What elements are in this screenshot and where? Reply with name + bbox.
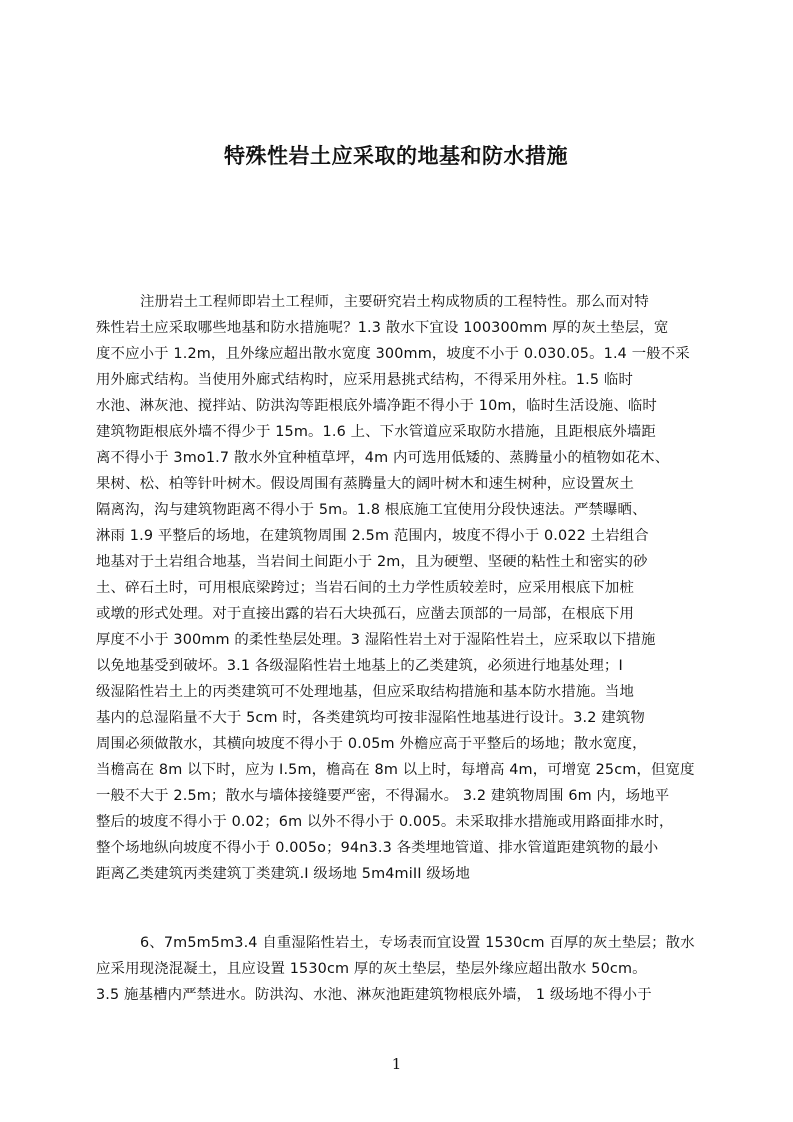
document-title: 特殊性岩土应采取的地基和防水措施 bbox=[224, 144, 568, 168]
text-line: 离不得小于 3mo1.7 散水外宜种植草坪，4m 内可选用低矮的、蒸腾量小的植物如花木、 bbox=[96, 450, 670, 466]
text-line: 整个场地纵向坡度不得小于 0.005o；94n3.3 各类埋地管道、排水管道距建筑物的最小 bbox=[96, 840, 659, 856]
text-line: 殊性岩土应采取哪些地基和防水措施呢？1.3 散水下宜设 100300mm 厚的灰土垫层，宽 bbox=[96, 320, 669, 336]
text-line: 当檐高在 8m 以下时，应为 I.5m，檐高在 8m 以上时，每增高 4m，可增宽 25cm，但宽度 bbox=[96, 762, 695, 778]
text-line: 级湿陷性岩土上的丙类建筑可不处理地基，但应采取结构措施和基本防水措施。当地 bbox=[96, 684, 635, 700]
text-line: 度不应小于 1.2m，且外缘应超出散水宽度 300mm，坡度不小于 0.030.05。1.4 一般不采 bbox=[96, 346, 690, 362]
text-line: 注册岩土工程师即岩土工程师，主要研究岩土构成物质的工程特性。那么而对特 bbox=[140, 294, 649, 310]
text-line: 以免地基受到破坏。3.1 各级湿陷性岩土地基上的乙类建筑，必须进行地基处理；I bbox=[96, 658, 623, 674]
text-line: 淋雨 1.9 平整后的场地，在建筑物周围 2.5m 范围内，坡度不得小于 0.022 土岩组合 bbox=[96, 528, 649, 544]
text-line: 一般不大于 2.5m；散水与墙体接缝要严密，不得漏水。 3.2 建筑物周围 6m 内，场地平 bbox=[96, 788, 670, 804]
paragraph-1 bbox=[96, 289, 697, 887]
page-number: 1 bbox=[391, 1055, 402, 1073]
text-line: 距离乙类建筑丙类建筑丁类建筑.I 级场地 5m4miII 级场地 bbox=[96, 866, 470, 882]
text-line: 厚度不小于 300mm 的柔性垫层处理。3 湿陷性岩土对于湿陷性岩土，应采取以下措施 bbox=[96, 632, 656, 648]
text-line: 整后的坡度不得小于 0.02；6m 以外不得小于 0.005。未采取排水措施或用路面排水时， bbox=[96, 814, 674, 830]
text-line: 果树、松、柏等针叶树木。假设周围有蒸腾量大的阔叶树木和速生树种，应设置灰土 bbox=[96, 476, 635, 492]
text-line: 建筑物距根底外墙不得少于 15m。1.6 上、下水管道应采取防水措施，且距根底外墙距 bbox=[96, 424, 656, 440]
text-line: 土、碎石土时，可用根底梁跨过；当岩石间的土力学性质较差时，应采用根底下加桩 bbox=[96, 580, 635, 596]
text-line: 隔离沟，沟与建筑物距离不得小于 5m。1.8 根底施工宜使用分段快速法。严禁曝晒、 bbox=[96, 502, 647, 518]
paragraph-2 bbox=[96, 930, 697, 1008]
text-line: 或墩的形式处理。对于直接出露的岩石大块孤石，应凿去顶部的一局部，在根底下用 bbox=[96, 606, 635, 622]
text-line: 用外廊式结构。当使用外廊式结构时，应采用悬挑式结构，不得采用外柱。1.5 临时 bbox=[96, 372, 633, 388]
text-line: 基内的总湿陷量不大于 5cm 时，各类建筑均可按非湿陷性地基进行设计。3.2 建筑物 bbox=[96, 710, 645, 726]
text-line: 6、7m5m5m3.4 自重湿陷性岩土，专场表而宜设置 1530cm 百厚的灰土垫层；散水 bbox=[140, 935, 695, 951]
text-line: 周围必须做散水，其横向坡度不得小于 0.05m 外檐应高于平整后的场地；散水宽度， bbox=[96, 736, 647, 752]
text-line: 地基对于土岩组合地基，当岩间土间距小于 2m，且为硬塑、坚硬的粘性土和密实的砂 bbox=[96, 554, 648, 570]
text-line: 应采用现浇混凝土，且应设置 1530cm 厚的灰土垫层，垫层外缘应超出散水 50cm。 bbox=[96, 961, 647, 977]
text-line: 水池、淋灰池、搅拌站、防洪沟等距根底外墙净距不得小于 10m，临时生活设施、临时 bbox=[96, 398, 657, 414]
text-line: 3.5 施基槽内严禁进水。防洪沟、水池、淋灰池距建筑物根底外墙， 1 级场地不得小于 bbox=[96, 987, 652, 1003]
